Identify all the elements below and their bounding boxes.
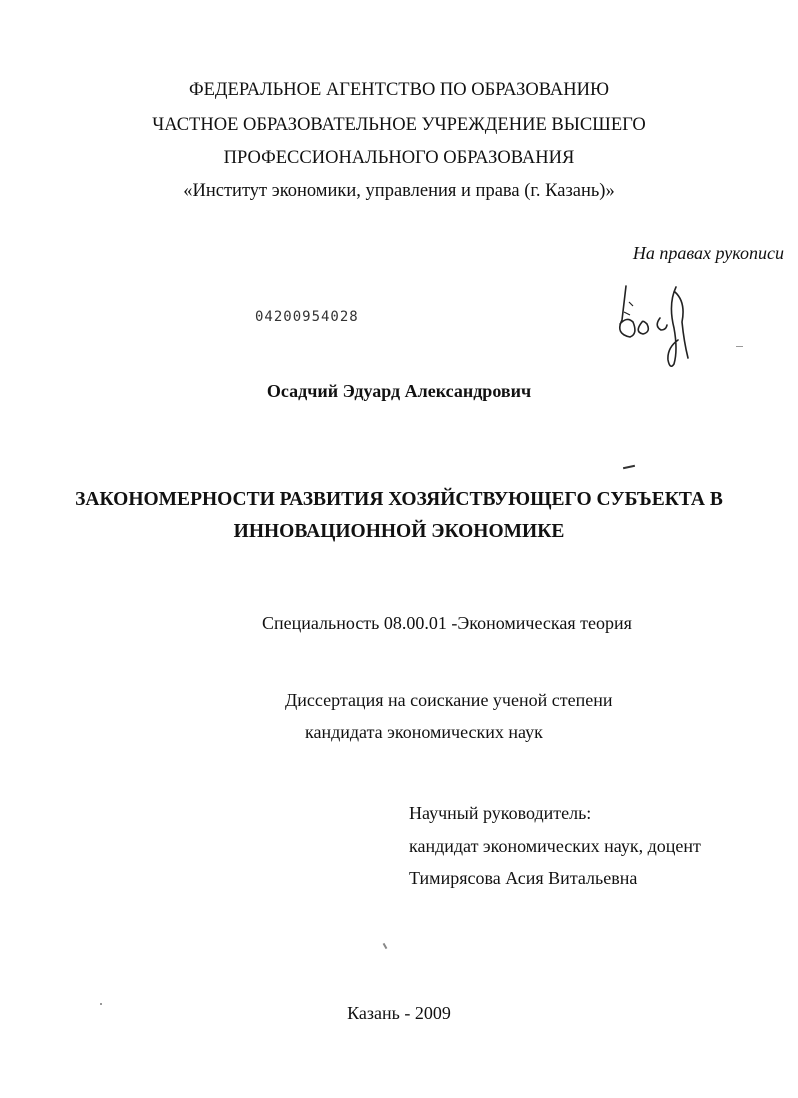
scan-speck [383,943,388,949]
manuscript-note: На правах рукописи [632,243,784,263]
dissertation-title-line-1: ЗАКОНОМЕРНОСТИ РАЗВИТИЯ ХОЗЯЙСТВУЮЩЕГО СУБЪЕКТА В [75,489,723,510]
institution-heading-line-1: ЧАСТНОЕ ОБРАЗОВАТЕЛЬНОЕ УЧРЕЖДЕНИЕ ВЫСШЕГО [152,115,646,135]
supervisor-name: Тимирясова Асия Витальевна [409,868,638,888]
degree-line-1: Диссертация на соискание ученой степени [285,690,613,710]
scan-speck [736,346,743,347]
registry-number: 04200954028 [255,309,359,325]
institution-heading-line-2: ПРОФЕССИОНАЛЬНОГО ОБРАЗОВАНИЯ [223,148,575,168]
institute-name: «Институт экономики, управления и права (г. Казань)» [183,181,615,201]
degree-line-2: кандидата экономических наук [305,722,543,742]
specialty: Специальность 08.00.01 -Экономическая теория [262,613,632,633]
author-name: Осадчий Эдуард Александрович [266,381,532,401]
supervisor-degree: кандидат экономических наук, доцент [409,836,701,856]
supervisor-label: Научный руководитель: [409,803,592,823]
city-year-footer: Казань - 2009 [347,1003,451,1023]
dissertation-title-line-2: ИННОВАЦИОННОЙ ЭКОНОМИКЕ [233,521,565,542]
agency-heading: ФЕДЕРАЛЬНОЕ АГЕНТСТВО ПО ОБРАЗОВАНИЮ [189,80,609,100]
handwritten-signature-icon [612,282,704,368]
scan-speck [623,465,635,469]
